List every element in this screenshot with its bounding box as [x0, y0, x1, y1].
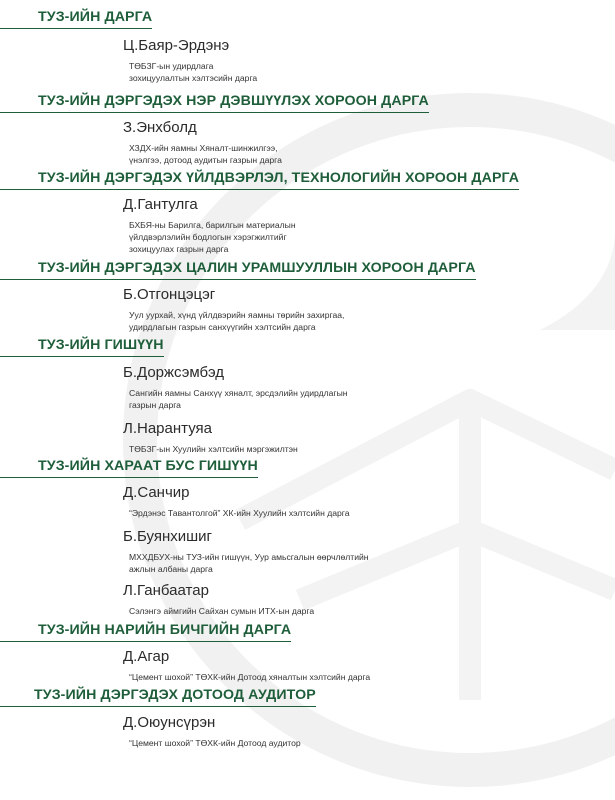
- section-production-committee: [0, 169, 615, 255]
- section-nomination-committee: [0, 92, 615, 166]
- section-heading: ТУЗ-ИЙН ДЭРГЭДЭХ ЦАЛИН УРАМШУУЛЛЫН ХОРООН ДАРГА: [0, 260, 476, 278]
- person-name: Д.Агар: [123, 648, 170, 665]
- person-entry: [123, 286, 615, 333]
- person-title: “Эрдэнэс Тавантолгой” ХК-ийн Хуулийн хэлтсийн дарга: [129, 508, 350, 518]
- section-heading: ТУЗ-ИЙН ДЭРГЭДЭХ ДОТООД АУДИТОР: [0, 687, 316, 705]
- person-title: “Цемент шохой” ТӨХК-ийн Дотоод хяналтын хэлтсийн дарга: [129, 672, 371, 682]
- person-title: Сангийн яамны Санхүү хяналт, эрсдэлийн удирдлагын газрын дарга: [129, 388, 348, 410]
- section-heading: ТУЗ-ИЙН ГИШҮҮН: [0, 337, 164, 355]
- person-name: Ц.Баяр-Эрдэнэ: [123, 37, 230, 54]
- person-name: Л.Нарантуяа: [123, 420, 212, 437]
- section-secretary: [0, 621, 615, 683]
- section-heading: ТУЗ-ИЙН НАРИЙН БИЧГИЙН ДАРГА: [0, 622, 291, 640]
- person-title: ТӨБЗГ-ын Хуулийн хэлтсийн мэргэжилтэн: [129, 444, 298, 454]
- person-title: Уул уурхай, хүнд үйлдвэрийн яамны төрийн захиргаа, удирдлагын газрын санхүүгийн хэлтсийн дарга: [129, 310, 345, 332]
- person-name: Л.Ганбаатар: [123, 582, 209, 599]
- person-entry: [123, 714, 615, 749]
- person-name: Б.Отгонцэцэг: [123, 286, 216, 303]
- section-independent-members: [0, 457, 615, 617]
- person-name: Д.Гантулга: [123, 196, 198, 213]
- person-entry: [123, 420, 615, 455]
- section-remuneration-committee: [0, 259, 615, 333]
- person-entry: [123, 582, 615, 617]
- section-heading: ТУЗ-ИЙН ДАРГА: [0, 9, 152, 27]
- section-heading: ТУЗ-ИЙН ДЭРГЭДЭХ НЭР ДЭВШҮҮЛЭХ ХОРООН ДАРГА: [0, 93, 429, 111]
- person-title: Сэлэнгэ аймгийн Сайхан сумын ИТХ-ын дарга: [129, 606, 315, 616]
- person-name: Д.Оюунсүрэн: [123, 714, 216, 731]
- person-entry: [123, 196, 615, 255]
- person-name: З.Энхболд: [123, 119, 197, 136]
- person-entry: [123, 648, 615, 683]
- person-title: “Цемент шохой” ТӨХК-ийн Дотоод аудитор: [129, 738, 301, 748]
- person-name: Б.Доржсэмбэд: [123, 364, 225, 381]
- person-entry: [123, 364, 615, 411]
- section-chairman: [0, 8, 615, 84]
- person-entry: [123, 484, 615, 519]
- person-title: БХБЯ-ны Барилга, барилгын материалын үйлдвэрлэлийн бодлогын хэрэгжилтийг зохицуулах газрын дарга: [129, 220, 296, 254]
- person-title: ХЗДХ-ийн яамны Хяналт-шинжилгээ, үнэлгээ, дотоод аудитын газрын дарга: [129, 143, 282, 165]
- section-internal-auditor: [0, 686, 615, 749]
- person-title: МХХДБУХ-ны ТУЗ-ийн гишүүн, Уур амьсгалын өөрчлөлтийн ажлын албаны дарга: [129, 552, 369, 574]
- person-name: Б.Буянхишиг: [123, 528, 213, 545]
- section-heading: ТУЗ-ИЙН ХАРААТ БУС ГИШҮҮН: [0, 458, 258, 476]
- person-title: ТӨБЗГ-ын удирдлага зохицуулалтын хэлтэсийн дарга: [129, 61, 258, 83]
- section-heading: ТУЗ-ИЙН ДЭРГЭДЭХ ҮЙЛДВЭРЛЭЛ, ТЕХНОЛОГИЙН ХОРООН ДАРГА: [0, 170, 519, 188]
- section-board-members: [0, 336, 615, 455]
- person-entry: [123, 528, 615, 575]
- person-entry: [123, 37, 615, 84]
- person-name: Д.Санчир: [123, 484, 190, 501]
- person-entry: [123, 119, 615, 166]
